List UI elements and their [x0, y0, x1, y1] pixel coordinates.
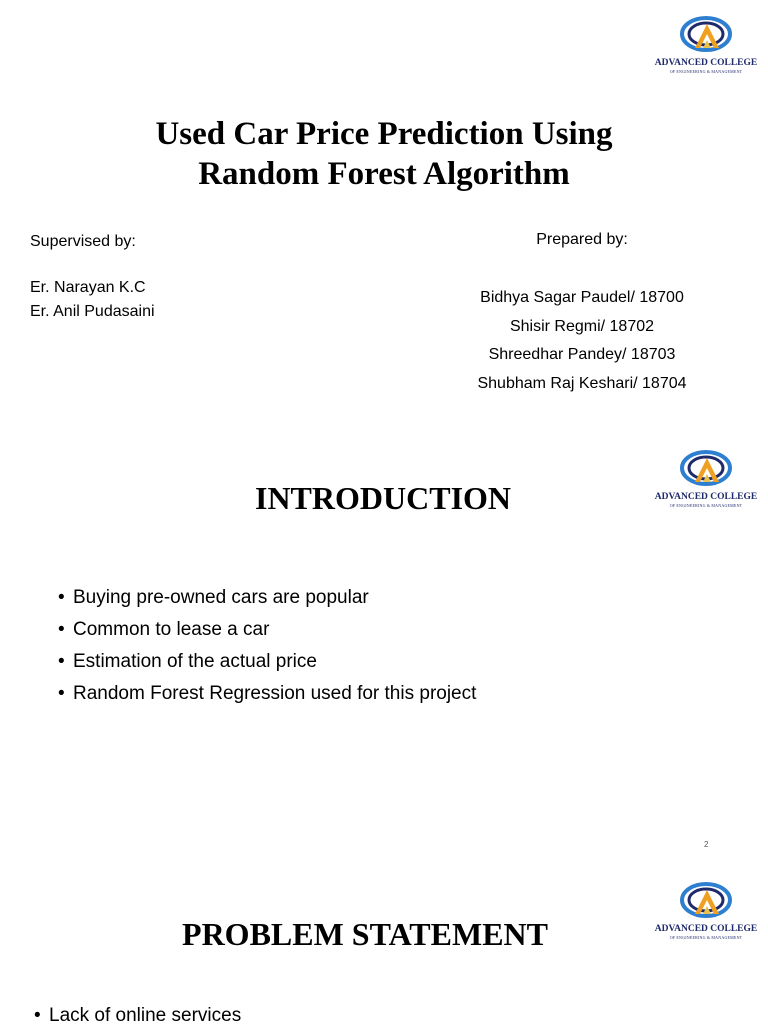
bullet-item — [58, 582, 476, 614]
bullet-marker: • — [34, 1005, 41, 1026]
college-emblem-icon — [651, 12, 761, 58]
preparer-name: Shubham Raj Keshari/ 18704 — [477, 374, 687, 392]
bullet-item — [58, 614, 476, 646]
title-line-2: Random Forest Algorithm — [198, 156, 570, 192]
bullet-marker: • — [58, 651, 65, 672]
preparer-name: Shisir Regmi/ 18702 — [509, 317, 655, 335]
bullet-text: Estimation of the actual price — [73, 651, 317, 672]
bullet-marker: • — [58, 683, 65, 704]
bullet-item — [58, 678, 476, 710]
logo-subtitle: OF ENGINEERING & MANAGEMENT — [669, 69, 743, 74]
bullet-item — [34, 1000, 241, 1032]
supervisor-name: Er. Anil Pudasaini — [30, 303, 155, 320]
bullet-text: Common to lease a car — [73, 619, 270, 640]
bullet-list — [58, 582, 476, 710]
logo-subtitle: OF ENGINEERING & MANAGEMENT — [669, 503, 743, 508]
logo-name: ADVANCED COLLEGE — [654, 58, 758, 68]
slide-title: INTRODUCTION — [254, 480, 512, 516]
preparers-list — [440, 284, 724, 398]
bullet-marker: • — [58, 619, 65, 640]
presentation-title — [0, 114, 768, 194]
logo-subtitle: OF ENGINEERING & MANAGEMENT — [669, 935, 743, 940]
problem-statement-slide — [0, 868, 768, 1024]
title-slide — [0, 0, 768, 420]
supervised-label: Supervised by: — [30, 233, 136, 250]
bullet-text: Lack of online services — [49, 1005, 242, 1026]
page-number: 2 — [704, 840, 709, 849]
college-logo — [651, 12, 761, 74]
bullet-marker: • — [58, 587, 65, 608]
preparer-name: Bidhya Sagar Paudel/ 18700 — [480, 289, 684, 306]
title-line-1: Used Car Price Prediction Using — [155, 116, 613, 152]
preparer-name: Shreedhar Pandey/ 18703 — [488, 346, 676, 364]
bullet-item — [58, 646, 476, 678]
logo-name: ADVANCED COLLEGE — [654, 492, 758, 502]
slide-title: PROBLEM STATEMENT — [182, 916, 548, 952]
bullet-list — [34, 1000, 241, 1032]
prepared-label: Prepared by: — [536, 231, 628, 248]
bullet-text: Buying pre-owned cars are popular — [73, 587, 369, 608]
bullet-text: Random Forest Regression used for this project — [73, 683, 477, 704]
supervisor-name: Er. Narayan K.C — [30, 279, 146, 296]
introduction-slide — [0, 434, 768, 854]
supervisors-list — [30, 276, 155, 324]
logo-name: ADVANCED COLLEGE — [654, 924, 758, 934]
